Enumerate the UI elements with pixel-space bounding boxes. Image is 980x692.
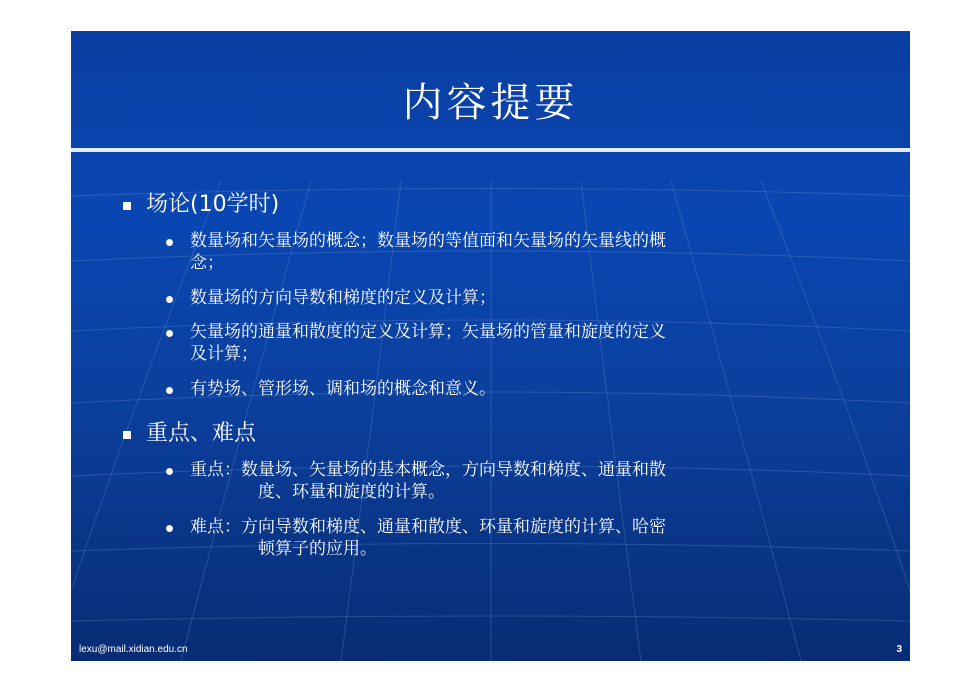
list-item	[190, 378, 850, 400]
page-number: 3	[896, 644, 902, 655]
footer-email: lexu@mail.xidian.edu.cn	[79, 644, 188, 655]
list-item-line: 重点：数量场、矢量场的基本概念，方向导数和梯度、通量和散	[190, 460, 666, 480]
slide-title: 内容提要	[402, 80, 579, 126]
slide	[71, 31, 910, 661]
round-bullet-icon	[166, 468, 173, 475]
round-bullet-icon	[166, 330, 173, 337]
list-item	[190, 287, 850, 309]
list-item	[190, 459, 850, 503]
list-item	[190, 516, 850, 560]
list-item-line: 顿算子的应用。	[258, 539, 377, 559]
list-item	[190, 321, 850, 365]
list-item-line: 难点：方向导数和梯度、通量和散度、环量和旋度的计算、哈密	[190, 517, 666, 537]
list-item-line: 念；	[190, 253, 224, 273]
list-item-line: 有势场、管形场、调和场的概念和意义。	[190, 379, 496, 399]
square-bullet-icon	[123, 431, 131, 439]
list-item-line: 及计算；	[190, 344, 258, 364]
list-item-line: 数量场和矢量场的概念；数量场的等值面和矢量场的矢量线的概	[190, 231, 666, 251]
slide-content	[71, 31, 910, 661]
section-heading: 场论(10学时)	[146, 192, 280, 217]
list-item-line: 数量场的方向导数和梯度的定义及计算；	[190, 288, 496, 308]
round-bullet-icon	[166, 525, 173, 532]
round-bullet-icon	[166, 239, 173, 246]
list-item-line: 度、环量和旋度的计算。	[258, 482, 445, 502]
round-bullet-icon	[166, 296, 173, 303]
list-item-line: 矢量场的通量和散度的定义及计算；矢量场的管量和旋度的定义	[190, 322, 666, 342]
round-bullet-icon	[166, 387, 173, 394]
list-item	[190, 230, 850, 274]
section-heading: 重点、难点	[146, 421, 257, 446]
square-bullet-icon	[123, 202, 131, 210]
